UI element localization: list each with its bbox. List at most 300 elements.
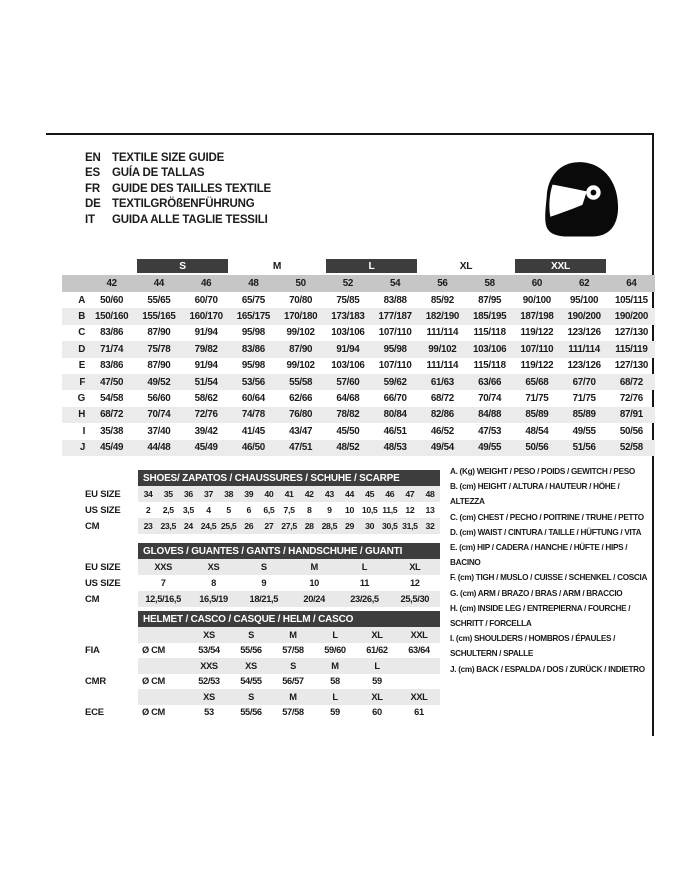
size-cell: 44 bbox=[344, 489, 354, 499]
helmet-row bbox=[138, 627, 440, 643]
measure-value-cell: 103/106 bbox=[331, 327, 365, 339]
measure-value-cell: 123/126 bbox=[567, 327, 601, 339]
measure-value-cell: 85/89 bbox=[561, 407, 608, 423]
legend-item: D. (cm) WAIST / CINTURA / TAILLE / HÜFTUNG / VITA bbox=[450, 527, 642, 537]
size-cell: 13 bbox=[425, 505, 435, 515]
measure-value-cell: 95/98 bbox=[241, 327, 265, 339]
size-header-cell: 58 bbox=[466, 275, 513, 292]
size-cell: 8 bbox=[211, 578, 216, 588]
size-cell: 23 bbox=[143, 521, 153, 531]
measure-value-cell: 95/100 bbox=[570, 294, 599, 306]
size-cell: L bbox=[361, 562, 368, 572]
measure-value-cell: 103/106 bbox=[466, 341, 513, 357]
measure-value-cell: 47/53 bbox=[478, 425, 502, 437]
row-label: EU SIZE bbox=[85, 488, 121, 500]
row-label: CM bbox=[85, 520, 100, 532]
size-cell: 63/64 bbox=[408, 645, 430, 656]
measure-value-cell: 49/54 bbox=[419, 440, 466, 456]
measure-value-cell: 48/53 bbox=[372, 440, 419, 456]
size-cell: XS bbox=[245, 660, 257, 671]
size-cell: 7 bbox=[160, 578, 166, 588]
measure-value-cell: 87/90 bbox=[147, 327, 171, 339]
measure-value-cell: 83/86 bbox=[230, 341, 277, 357]
row-label: CM bbox=[85, 593, 100, 605]
racing-helmet-icon bbox=[536, 156, 628, 244]
helmet-section-title: HELMET / CASCO / CASQUE / HELM / CASCO bbox=[138, 611, 440, 627]
size-cell: 2 bbox=[145, 505, 151, 515]
measure-value-cell: 68/72 bbox=[88, 407, 135, 423]
size-cell: 25,5/30 bbox=[400, 594, 430, 604]
size-cell: 28,5 bbox=[321, 521, 338, 531]
size-cell: 5 bbox=[226, 505, 231, 515]
language-title: GUIDE DES TAILLES TEXTILE bbox=[112, 182, 271, 195]
size-header-cell: 62 bbox=[561, 275, 608, 292]
size-cell: M bbox=[289, 691, 297, 702]
measure-value-cell: 190/200 bbox=[608, 308, 655, 324]
measure-value-cell: 111/114 bbox=[561, 341, 608, 357]
size-cell: XXS bbox=[154, 562, 172, 572]
measure-value-cell: 71/74 bbox=[88, 341, 135, 357]
measure-value-cell: 115/118 bbox=[473, 327, 506, 339]
measure-value-cell: 45/50 bbox=[336, 425, 360, 437]
gloves-row bbox=[138, 559, 440, 575]
measure-value-cell: 60/70 bbox=[194, 294, 218, 306]
legend-item: G. (cm) ARM / BRAZO / BRAS / ARM / BRACCIO bbox=[450, 588, 623, 598]
measure-value-cell: 54/58 bbox=[100, 393, 124, 405]
measure-value-cell: 87/91 bbox=[608, 407, 655, 423]
shoes-size-section bbox=[85, 470, 440, 534]
size-cell: S bbox=[260, 562, 267, 572]
size-cell: 4 bbox=[206, 505, 211, 515]
measure-value-cell: 59/62 bbox=[372, 374, 419, 390]
measure-value-cell: 119/122 bbox=[520, 360, 554, 372]
measure-value-cell: 95/98 bbox=[372, 341, 419, 357]
measure-value-cell: 91/94 bbox=[324, 341, 371, 357]
size-cell: Ø CM bbox=[142, 676, 165, 687]
measure-value-cell: 160/170 bbox=[183, 308, 230, 324]
shoes-row bbox=[138, 502, 440, 518]
size-cell: 7,5 bbox=[283, 505, 295, 515]
textile-size-table bbox=[62, 258, 655, 456]
size-header-cell: 44 bbox=[135, 275, 182, 292]
language-code: ES bbox=[85, 167, 100, 180]
size-cell: 35 bbox=[163, 489, 173, 499]
measure-value-cell: 39/42 bbox=[194, 425, 218, 437]
row-label: US SIZE bbox=[85, 504, 121, 516]
size-cell: XS bbox=[203, 691, 215, 702]
size-cell bbox=[138, 627, 188, 643]
measure-value-cell: 91/94 bbox=[194, 327, 218, 339]
measure-value-cell: 71/75 bbox=[525, 393, 549, 405]
size-header-cell: 42 bbox=[88, 275, 135, 292]
helmet-size-section bbox=[85, 611, 440, 720]
language-list bbox=[85, 150, 271, 228]
size-cell: 11,5 bbox=[382, 505, 398, 515]
size-cell: 45 bbox=[365, 489, 375, 499]
language-row bbox=[85, 181, 271, 197]
size-cell: XXL bbox=[410, 629, 428, 640]
measurement-legend bbox=[450, 464, 652, 677]
size-cell: XL bbox=[371, 629, 383, 640]
measure-value-cell: 50/56 bbox=[513, 440, 560, 456]
measure-value-cell: 48/54 bbox=[525, 425, 549, 437]
row-label: CMR bbox=[85, 675, 107, 687]
measure-value-cell: 115/118 bbox=[473, 360, 506, 372]
size-cell: 59/60 bbox=[324, 645, 346, 656]
measure-value-cell: 60/64 bbox=[241, 393, 265, 405]
legend-item: F. (cm) TIGH / MUSLO / CUISSE / SCHENKEL / COSCIA bbox=[450, 573, 648, 583]
size-cell: 61 bbox=[414, 707, 424, 718]
helmet-row bbox=[138, 705, 440, 721]
measure-value-cell: 99/102 bbox=[286, 327, 315, 339]
measure-value-cell: 47/51 bbox=[277, 440, 324, 456]
measure-value-cell: 45/49 bbox=[88, 440, 135, 456]
size-header-cell: 60 bbox=[513, 275, 560, 292]
measure-value-cell: 76/80 bbox=[277, 407, 324, 423]
size-group-label: L bbox=[326, 259, 417, 273]
measure-value-cell: 66/70 bbox=[383, 393, 407, 405]
measure-value-cell: 44/48 bbox=[135, 440, 182, 456]
size-cell: 57/58 bbox=[282, 707, 304, 718]
size-cell: 55/56 bbox=[240, 707, 262, 718]
size-cell: 27,5 bbox=[281, 521, 297, 531]
measure-value-cell: 48/52 bbox=[324, 440, 371, 456]
measure-value-cell: 47/50 bbox=[88, 374, 135, 390]
size-header-cell: 54 bbox=[372, 275, 419, 292]
size-cell: 9 bbox=[261, 578, 267, 588]
language-code: FR bbox=[85, 182, 100, 195]
measure-value-cell: 78/82 bbox=[324, 407, 371, 423]
measure-letter: G bbox=[77, 393, 85, 405]
measure-value-cell: 87/95 bbox=[478, 294, 502, 306]
language-row bbox=[85, 212, 271, 228]
size-cell: XL bbox=[371, 691, 383, 702]
measure-value-cell: 37/40 bbox=[147, 425, 171, 437]
size-cell bbox=[138, 689, 188, 705]
helmet-row bbox=[138, 658, 440, 674]
measure-value-cell: 111/114 bbox=[426, 360, 459, 372]
shoes-row bbox=[138, 486, 440, 502]
legend-item: H. (cm) INSIDE LEG / ENTREPIERNA / FOURCHE / SCHRITT / FORCELLA bbox=[450, 603, 631, 629]
measure-value-cell: 68/72 bbox=[430, 393, 454, 405]
size-cell: 39 bbox=[244, 489, 254, 499]
size-cell: 58 bbox=[330, 676, 340, 687]
measure-value-cell: 107/110 bbox=[378, 327, 412, 339]
measure-value-cell: 50/60 bbox=[100, 294, 124, 306]
size-cell: 61/62 bbox=[366, 645, 388, 656]
language-title: GUIDA ALLE TAGLIE TESSILI bbox=[112, 213, 268, 226]
helmet-row bbox=[138, 689, 440, 705]
size-group-cell bbox=[513, 258, 608, 275]
measure-value-cell: 85/89 bbox=[513, 407, 560, 423]
measure-value-cell: 187/198 bbox=[513, 308, 560, 324]
measure-value-cell: 43/47 bbox=[289, 425, 313, 437]
size-cell: 46 bbox=[385, 489, 395, 499]
size-cell: 57/58 bbox=[282, 645, 304, 656]
language-title: GUÍA DE TALLAS bbox=[112, 167, 205, 180]
row-label: ECE bbox=[85, 706, 104, 718]
corner-cell bbox=[62, 258, 88, 275]
measure-value-cell: 57/60 bbox=[324, 374, 371, 390]
size-header-cell: 48 bbox=[230, 275, 277, 292]
measure-value-cell: 63/66 bbox=[466, 374, 513, 390]
size-cell: 6 bbox=[246, 505, 252, 515]
language-row bbox=[85, 166, 271, 182]
shoes-section-title: SHOES/ ZAPATOS / CHAUSSURES / SCHUHE / SCARPE bbox=[138, 470, 440, 486]
size-group-label: M bbox=[272, 261, 282, 272]
row-label: EU SIZE bbox=[85, 561, 121, 573]
measure-value-cell: 83/86 bbox=[100, 327, 124, 339]
measure-value-cell: 107/110 bbox=[513, 341, 560, 357]
measure-value-cell: 105/115 bbox=[614, 294, 648, 306]
size-cell: 41 bbox=[284, 489, 294, 499]
measure-letter: B bbox=[62, 308, 88, 324]
legend-item: C. (cm) CHEST / PECHO / POITRINE / TRUHE / PETTO bbox=[450, 512, 644, 522]
measure-value-cell: 53/56 bbox=[230, 374, 277, 390]
size-cell: 53/54 bbox=[198, 645, 220, 656]
language-title: TEXTILE SIZE GUIDE bbox=[112, 151, 225, 164]
size-header-cell: 56 bbox=[419, 275, 466, 292]
measure-value-cell: 190/200 bbox=[561, 308, 608, 324]
measure-value-cell: 46/50 bbox=[230, 440, 277, 456]
size-cell: 26 bbox=[244, 521, 254, 531]
measure-value-cell: 87/90 bbox=[277, 341, 324, 357]
row-label-spacer bbox=[85, 543, 138, 559]
measure-value-cell: 107/110 bbox=[378, 360, 412, 372]
row-label bbox=[85, 627, 138, 643]
measure-value-cell: 62/66 bbox=[289, 393, 313, 405]
size-cell: XXS bbox=[200, 660, 218, 671]
measure-value-cell: 70/74 bbox=[478, 393, 502, 405]
size-cell: L bbox=[332, 691, 338, 702]
size-cell: 60 bbox=[372, 707, 382, 718]
row-label-spacer bbox=[85, 611, 138, 627]
measure-value-cell: 165/175 bbox=[230, 308, 277, 324]
measure-value-cell: 79/82 bbox=[183, 341, 230, 357]
measure-value-cell: 72/76 bbox=[619, 393, 643, 405]
size-group-cell bbox=[324, 258, 419, 275]
size-cell: 24 bbox=[183, 521, 193, 531]
gloves-row bbox=[138, 591, 440, 607]
measure-value-cell: 177/187 bbox=[372, 308, 419, 324]
size-group-label: XL bbox=[459, 261, 473, 272]
size-cell: 55/56 bbox=[240, 645, 262, 656]
size-group-cell bbox=[608, 258, 655, 275]
shoes-rows bbox=[138, 486, 440, 534]
measure-value-cell: 91/94 bbox=[194, 360, 218, 372]
measure-value-cell: 72/76 bbox=[183, 407, 230, 423]
size-header-cell: 64 bbox=[608, 275, 655, 292]
size-cell: 28 bbox=[304, 521, 314, 531]
measure-value-cell: 185/195 bbox=[466, 308, 513, 324]
measure-value-cell: 70/80 bbox=[289, 294, 313, 306]
size-cell: 37 bbox=[204, 489, 213, 499]
measure-value-cell: 61/63 bbox=[419, 374, 466, 390]
measure-value-cell: 83/88 bbox=[383, 294, 407, 306]
size-cell: 20/24 bbox=[303, 594, 325, 604]
measure-value-cell: 49/55 bbox=[466, 440, 513, 456]
size-group-cell bbox=[419, 258, 514, 275]
measure-value-cell: 119/122 bbox=[520, 327, 554, 339]
size-cell: 23/26,5 bbox=[350, 594, 379, 604]
size-cell: XXL bbox=[410, 691, 428, 702]
row-label: FIA bbox=[85, 644, 100, 656]
measure-value-cell: 70/74 bbox=[135, 407, 182, 423]
measure-value-cell: 55/65 bbox=[147, 294, 171, 306]
measure-value-cell: 49/52 bbox=[135, 374, 182, 390]
legend-item: I. (cm) SHOULDERS / HOMBROS / ÉPAULES / SCHULTERN / SPALLE bbox=[450, 634, 616, 659]
measure-value-cell: 80/84 bbox=[372, 407, 419, 423]
measure-value-cell: 35/38 bbox=[100, 425, 124, 437]
measure-value-cell: 52/58 bbox=[608, 440, 655, 456]
size-cell: 54/55 bbox=[240, 676, 262, 687]
measure-value-cell: 83/86 bbox=[100, 360, 124, 372]
measure-value-cell: 95/98 bbox=[241, 360, 265, 372]
measure-letter: C bbox=[78, 327, 85, 339]
measure-value-cell: 115/119 bbox=[608, 341, 655, 357]
size-cell: L bbox=[374, 660, 380, 671]
shoes-row-labels bbox=[85, 470, 138, 534]
size-group-cell bbox=[88, 258, 135, 275]
measure-value-cell: 71/75 bbox=[572, 393, 596, 405]
language-code: EN bbox=[85, 151, 101, 164]
size-cell: 59 bbox=[372, 676, 382, 687]
measure-value-cell: 87/90 bbox=[147, 360, 171, 372]
measure-letter: J bbox=[62, 440, 88, 456]
measure-value-cell: 56/60 bbox=[147, 393, 171, 405]
gloves-size-table bbox=[138, 543, 440, 607]
size-cell: 38 bbox=[224, 489, 234, 499]
size-cell: 59 bbox=[330, 707, 340, 718]
size-cell: 12 bbox=[409, 578, 420, 588]
size-cell: XS bbox=[207, 562, 220, 572]
size-header-cell: 52 bbox=[324, 275, 371, 292]
size-cell: 23,5 bbox=[160, 521, 176, 531]
measure-letter: H bbox=[62, 407, 88, 423]
size-cell: 56/57 bbox=[282, 676, 304, 687]
measure-value-cell: 65/68 bbox=[513, 374, 560, 390]
shoes-size-table bbox=[138, 470, 440, 534]
measure-value-cell: 41/45 bbox=[241, 425, 265, 437]
size-cell: 36 bbox=[183, 489, 193, 499]
size-cell: 24,5 bbox=[200, 521, 217, 531]
size-cell: 43 bbox=[324, 489, 334, 499]
size-cell: 12 bbox=[405, 505, 415, 515]
size-cell: 29 bbox=[344, 521, 354, 531]
measure-value-cell: 127/130 bbox=[614, 360, 649, 372]
gloves-rows bbox=[138, 559, 440, 607]
language-row bbox=[85, 150, 271, 166]
size-cell: Ø CM bbox=[142, 645, 165, 656]
size-cell: M bbox=[310, 562, 318, 572]
legend-item: B. (cm) HEIGHT / ALTURA / HAUTEUR / HÖHE / ALTEZZA bbox=[450, 482, 620, 507]
size-cell: S bbox=[290, 660, 296, 671]
measure-value-cell: 155/165 bbox=[135, 308, 182, 324]
measure-value-cell: 75/78 bbox=[135, 341, 182, 357]
row-label bbox=[85, 658, 138, 674]
measure-letter: D bbox=[62, 341, 88, 357]
size-cell: 31,5 bbox=[402, 521, 418, 531]
size-cell: XL bbox=[409, 562, 421, 572]
measure-value-cell: 55/58 bbox=[277, 374, 324, 390]
gloves-section-title: GLOVES / GUANTES / GANTS / HANDSCHUHE / GUANTI bbox=[138, 543, 440, 559]
size-cell: 18/21,5 bbox=[249, 594, 279, 604]
language-row bbox=[85, 197, 271, 213]
measure-letter: A bbox=[78, 294, 85, 306]
measure-value-cell: 84/88 bbox=[466, 407, 513, 423]
size-group-label: S bbox=[137, 259, 228, 273]
size-cell: 52/53 bbox=[198, 676, 220, 687]
measure-value-cell: 170/180 bbox=[277, 308, 324, 324]
measure-value-cell: 45/49 bbox=[183, 440, 230, 456]
size-cell: 42 bbox=[304, 489, 314, 499]
measure-letter: F bbox=[62, 374, 88, 390]
measure-value-cell: 68/72 bbox=[608, 374, 655, 390]
size-cell: 40 bbox=[264, 489, 274, 499]
size-cell: 3,5 bbox=[182, 505, 194, 515]
size-cell: 25,5 bbox=[220, 521, 237, 531]
size-cell: 53 bbox=[204, 707, 214, 718]
size-cell: M bbox=[331, 660, 339, 671]
measure-value-cell: 64/68 bbox=[336, 393, 360, 405]
size-cell: 34 bbox=[143, 489, 153, 499]
size-cell: M bbox=[289, 629, 297, 640]
size-cell: 12,5/16,5 bbox=[145, 594, 181, 604]
measure-value-cell: 99/102 bbox=[419, 341, 466, 357]
measure-value-cell: 85/92 bbox=[430, 294, 454, 306]
size-cell: S bbox=[248, 691, 254, 702]
size-header-cell: 50 bbox=[277, 275, 324, 292]
measure-letter: I bbox=[82, 425, 85, 437]
size-cell: 48 bbox=[425, 489, 435, 499]
size-cell: Ø CM bbox=[142, 707, 165, 718]
measure-value-cell: 51/56 bbox=[561, 440, 608, 456]
size-cell: 2,5 bbox=[162, 505, 174, 515]
legend-item: J. (cm) BACK / ESPALDA / DOS / ZURÜCK / INDIETRO bbox=[450, 664, 645, 674]
size-cell: 6,5 bbox=[263, 505, 275, 515]
measure-value-cell: 50/56 bbox=[619, 425, 643, 437]
measure-value-cell: 111/114 bbox=[426, 327, 459, 339]
size-cell: 27 bbox=[264, 521, 274, 531]
row-label-spacer bbox=[85, 470, 138, 486]
size-cell: S bbox=[248, 629, 254, 640]
measure-value-cell: 123/126 bbox=[567, 360, 601, 372]
measure-value-cell: 65/75 bbox=[241, 294, 265, 306]
size-cell: L bbox=[332, 629, 338, 640]
size-cell: 10 bbox=[309, 578, 319, 588]
language-code: DE bbox=[85, 198, 101, 211]
row-label bbox=[85, 689, 138, 705]
language-code: IT bbox=[85, 213, 95, 226]
measure-value-cell: 150/160 bbox=[88, 308, 135, 324]
measure-value-cell: 46/52 bbox=[430, 425, 454, 437]
size-cell: 32 bbox=[425, 521, 435, 531]
size-cell: 11 bbox=[359, 578, 370, 588]
size-cell: 30,5 bbox=[382, 521, 398, 531]
measure-value-cell: 51/54 bbox=[183, 374, 230, 390]
measure-value-cell: 58/62 bbox=[194, 393, 218, 405]
gloves-size-section bbox=[85, 543, 440, 607]
measure-value-cell: 99/102 bbox=[286, 360, 315, 372]
size-cell: 47 bbox=[405, 489, 415, 499]
gloves-row bbox=[138, 575, 440, 591]
helmet-row bbox=[138, 643, 440, 659]
size-cell bbox=[398, 674, 440, 690]
measure-value-cell: 82/86 bbox=[419, 407, 466, 423]
legend-item: E. (cm) HIP / CADERA / HANCHE / HÜFTE / HIPS / BACINO bbox=[450, 543, 628, 568]
size-cell: 9 bbox=[327, 505, 332, 515]
measure-value-cell: 46/51 bbox=[383, 425, 407, 437]
